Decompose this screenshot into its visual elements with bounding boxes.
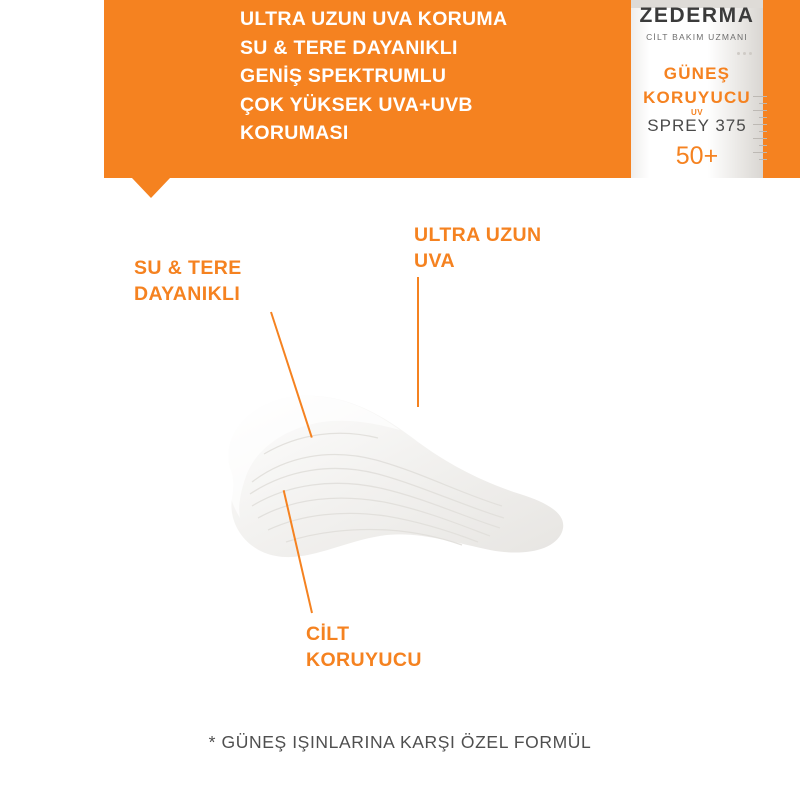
callout-uva-leader-line [417,277,419,407]
footnote: * GÜNEŞ IŞINLARINA KARŞI ÖZEL FORMÜL [208,732,592,752]
callout-uva-line-1: ULTRA UZUN [414,224,542,246]
banner-line-1: ULTRA UZUN UVA KORUMA [240,8,508,30]
spf-value: 50+ [675,142,719,170]
product-bottle-image [617,0,777,178]
cream-swatch-image [190,390,590,590]
callout-ultra-long-uva [414,222,541,274]
callout-skin-protective [306,621,422,673]
callout-skin-line-2: KORUYUCU [306,649,422,671]
feature-banner-text [240,5,570,148]
callout-water-resistant [134,255,242,307]
product-type-label: SPREY 375 [647,116,747,135]
bottle-decor-dots [737,42,763,48]
brand-name: ZEDERMA [639,4,755,27]
product-name-line-1: GÜNEŞ [663,64,731,83]
callout-skin-line-1: CİLT [306,623,350,645]
callout-uva-line-2: UVA [414,250,455,272]
feature-banner [104,0,800,178]
callout-water-line-1: SU & TERE [134,257,242,279]
callout-water-line-2: DAYANIKLI [134,283,241,305]
product-name-line-2: KORUYUCU [643,88,751,107]
brand-tagline: CİLT BAKIM UZMANI [646,32,748,42]
banner-line-2: SU & TERE DAYANIKLI [240,36,458,59]
banner-pointer-triangle [132,178,170,198]
uv-label: UV [690,108,704,117]
banner-line-5: KORUMASI [240,122,349,144]
banner-line-4: ÇOK YÜKSEK UVA+UVB [240,93,473,116]
cream-swatch-svg [190,390,590,590]
banner-line-3: GENİŞ SPEKTRUMLU [240,65,447,87]
